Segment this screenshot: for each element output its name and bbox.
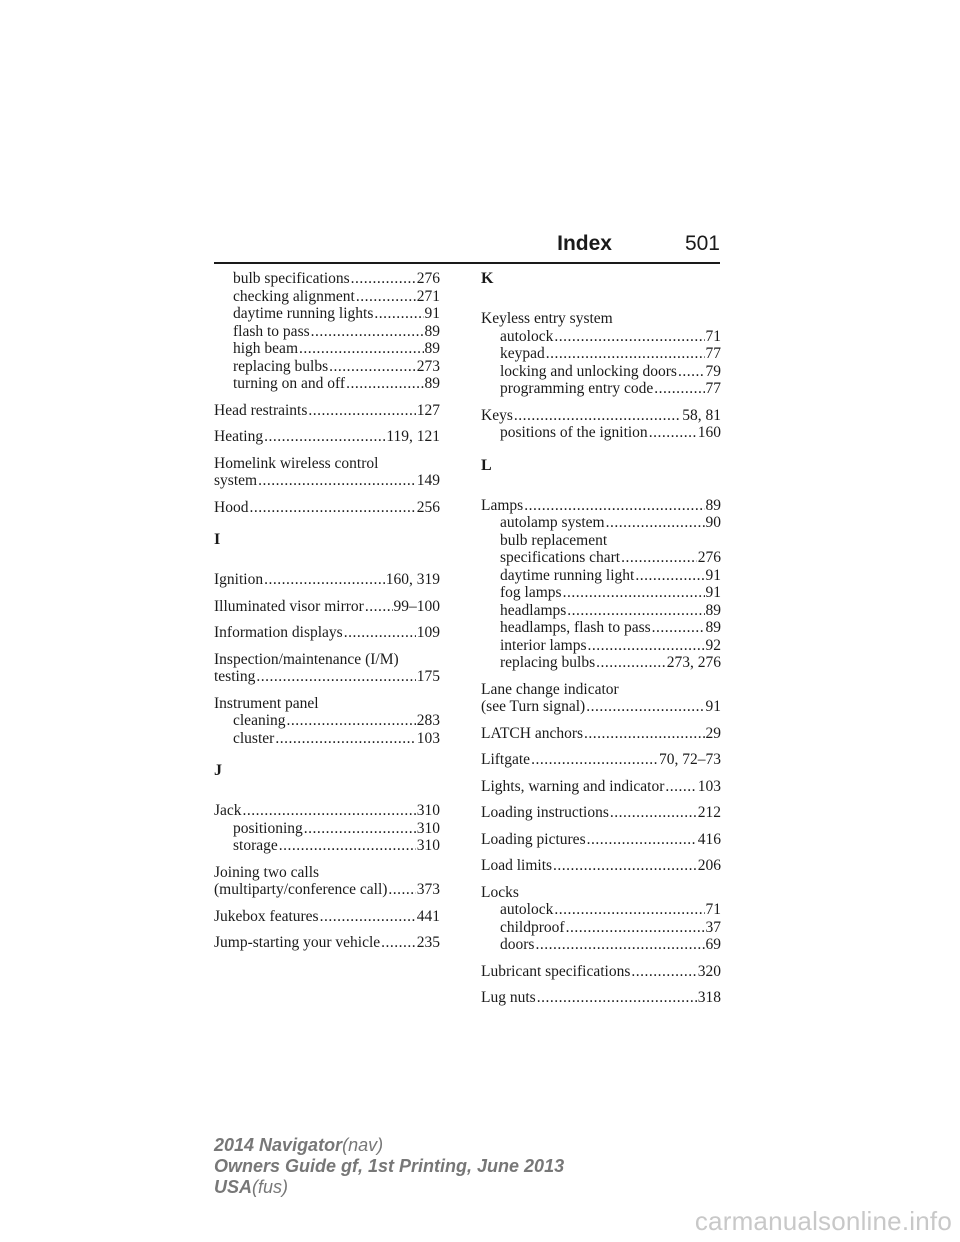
index-subentry-line [214,712,440,730]
entry-label: positions of the ignition [500,424,648,441]
index-entry [481,407,721,442]
index-subentry-line [481,654,721,672]
entry-page-ref: 99–100 [393,597,440,615]
entry-page-ref: 29 [705,724,721,742]
entry-page-ref: 91 [705,566,721,584]
entry-page-ref: 91 [705,698,721,715]
watermark: carmanualsonline.info [694,1206,952,1236]
dot-leader [381,934,416,952]
index-subentry-line [481,514,721,532]
index-subentry-line [214,340,440,358]
index-entry-line [214,571,440,589]
index-subentry-line [481,584,721,602]
index-entry-line [214,881,440,899]
entry-label: cleaning [233,712,286,729]
entry-label: Liftgate [481,751,531,768]
entry-page-ref: 89 [705,619,721,636]
dot-leader [587,831,697,849]
entry-page-ref: 58, 81 [682,406,721,424]
index-entry-line [481,751,721,769]
entry-label: Lights, warning and indicator [481,777,665,795]
index-entry [214,270,440,393]
index-subentry-line [481,380,721,398]
index-entry-line [481,963,721,981]
entry-page-ref: 90 [705,514,721,531]
entry-label: Lubricant specifications [481,962,631,980]
entry-page-ref: 91 [705,584,721,601]
footer-line-model: 2014 Navigator(nav) [214,1135,384,1155]
dot-leader [329,358,416,376]
entry-page-ref: 92 [705,636,721,654]
index-subentry-line [481,549,721,567]
entry-label: Lamps [481,496,524,514]
entry-page-ref: 276 [697,549,721,566]
entry-page-ref: 310 [416,819,440,837]
page-header [214,230,720,264]
entry-label: autolamp system [500,514,605,531]
entry-page-ref: 149 [416,472,440,489]
dot-leader [554,328,704,346]
entry-page-ref: 70, 72–73 [659,751,721,768]
index-entry [481,804,721,822]
page-number: 501 [684,232,720,255]
index-entry [481,989,721,1007]
dot-leader [249,499,415,517]
entry-page-ref: 127 [416,401,440,419]
index-subentry-line [214,358,440,376]
dot-leader [596,654,666,672]
index-entry [481,310,721,398]
index-subentry-line [481,637,721,655]
dot-leader [524,497,704,515]
dot-leader [264,571,385,589]
entry-page-ref: 89 [424,322,440,340]
entry-label: programming entry code [500,380,654,397]
index-subentry-line [481,424,721,442]
dot-leader [635,567,704,585]
entry-label: positioning [233,819,303,837]
entry-label: headlamps, flash to pass [500,619,651,636]
index-entry-line [481,989,721,1007]
dot-leader [256,668,415,686]
entry-label: Information displays [214,624,343,641]
index-subentry-line [481,345,721,363]
entry-label: Jump-starting your vehicle [214,934,381,951]
index-entry-line [481,804,721,822]
dot-leader [243,802,416,820]
index-subentry-line [481,567,721,585]
entry-label: testing [214,668,256,685]
index-entry [214,695,440,748]
index-entry-line [481,778,721,796]
index-entry-line [481,857,721,875]
dot-leader [546,345,705,363]
entry-label: doors [500,936,535,953]
index-entry [481,751,721,769]
index-entry [481,497,721,672]
entry-page-ref: 256 [416,498,440,516]
entry-label: Jack [214,802,242,819]
entry-label: Joining two calls [214,863,320,881]
dot-leader [374,305,423,323]
entry-page-ref: 89 [705,601,721,619]
entry-label: replacing bulbs [233,357,329,375]
entry-label: Keyless entry system [481,310,613,327]
index-subentry-line [214,375,440,393]
index-entry [214,651,440,686]
entry-page-ref: 77 [705,345,721,362]
index-entry-line [214,864,440,882]
dot-leader [665,778,696,796]
index-entry-line [214,934,440,952]
index-subentry-line [481,936,721,954]
entry-label: Loading pictures [481,830,586,848]
index-entry [214,455,440,490]
entry-page-ref: 89 [705,496,721,514]
entry-page-ref: 276 [416,270,440,287]
entry-label: keypad [500,345,545,362]
index-entry-line [214,472,440,490]
entry-label: Homelink wireless control [214,454,379,472]
dot-leader [275,730,415,748]
index-entry [481,681,721,716]
index-entry-line [214,598,440,616]
entry-label: Locks [481,883,519,901]
index-entry-line [214,402,440,420]
entry-label: turning on and off [233,375,346,392]
entry-label: bulb replacement [500,531,608,549]
index-entry-line [481,310,721,328]
dot-leader [631,963,696,981]
dot-leader [566,919,705,937]
entry-label: replacing bulbs [500,654,596,671]
entry-label: Lane change indicator [481,680,619,698]
index-entry [481,884,721,954]
entry-page-ref: 160, 319 [385,571,440,588]
entry-label: flash to pass [233,322,310,340]
index-letter-heading: I [214,531,221,548]
index-entry-line [481,725,721,743]
entry-page-ref: 103 [697,777,721,795]
entry-page-ref: 310 [416,837,440,854]
entry-page-ref: 235 [416,934,440,951]
index-entry-line [481,698,721,716]
entry-page-ref: 71 [705,901,721,918]
index-subentry-line [214,837,440,855]
dot-leader [537,989,697,1007]
dot-leader [563,584,705,602]
dot-leader [654,380,704,398]
index-subentry-line [214,288,440,306]
entry-label: Instrument panel [214,694,319,712]
document-footer [214,1135,564,1198]
entry-label: headlamps [500,601,567,619]
entry-label: fog lamps [500,584,562,601]
entry-page-ref: 212 [697,804,721,821]
entry-label: Lug nuts [481,989,536,1006]
entry-page-ref: 89 [424,375,440,392]
dot-leader [531,751,658,769]
index-entry-line [214,802,440,820]
entry-label: storage [233,837,278,854]
index-letter-heading: L [481,456,492,474]
index-entry [481,857,721,875]
entry-label: checking alignment [233,287,355,305]
index-entry [481,963,721,981]
entry-page-ref: 119, 121 [386,428,440,445]
index-entry-line [214,624,440,642]
entry-page-ref: 37 [705,918,721,936]
index-subentry-line [214,270,440,288]
entry-label: LATCH anchors [481,724,584,742]
entry-page-ref: 160 [697,424,721,441]
index-subentry-line [214,323,440,341]
dot-leader [311,323,424,341]
entry-label: bulb specifications [233,270,350,287]
index-entry [214,624,440,642]
footer-line-printing: Owners Guide gf, 1st Printing, June 2013 [214,1156,565,1176]
index-entry-line [481,884,721,902]
entry-page-ref: 89 [424,340,440,357]
index-letter-heading: K [481,270,494,287]
index-entry [214,571,440,589]
entry-label: Illuminated visor mirror [214,597,364,615]
dot-leader [567,602,704,620]
dot-leader [351,270,416,288]
entry-label: specifications chart [500,549,621,566]
entry-label: Heating [214,428,264,445]
dot-leader [652,619,705,637]
entry-label: Jukebox features [214,907,319,925]
index-entry [481,831,721,849]
index-entry-line [214,499,440,517]
index-entry-line [481,681,721,699]
entry-page-ref: 441 [416,907,440,925]
index-entry [481,725,721,743]
dot-leader [610,804,697,822]
index-entry-line [214,428,440,446]
entry-label: cluster [233,729,275,747]
index-entry-line [481,831,721,849]
entry-page-ref: 206 [697,857,721,874]
index-subentry-line [481,532,721,550]
dot-leader [554,901,704,919]
entry-label: daytime running lights [233,305,374,322]
index-subentry-line [481,919,721,937]
index-entry [214,402,440,420]
dot-leader [678,363,705,381]
dot-leader [308,402,415,420]
entry-page-ref: 283 [416,712,440,729]
index-entry [214,908,440,926]
index-entry [214,598,440,616]
dot-leader [320,908,416,926]
index-subentry-line [481,901,721,919]
entry-page-ref: 91 [424,305,440,322]
entry-page-ref: 273 [416,357,440,375]
index-entry [214,864,440,899]
index-entry [214,934,440,952]
dot-leader [514,407,681,425]
index-subentry-line [481,602,721,620]
index-entry [214,499,440,517]
entry-label: Hood [214,498,249,516]
entry-label: daytime running light [500,566,635,584]
dot-leader [588,637,705,655]
entry-label: Loading instructions [481,804,609,821]
entry-page-ref: 69 [705,936,721,953]
entry-page-ref: 373 [416,881,440,898]
entry-page-ref: 318 [697,989,721,1006]
entry-page-ref: 79 [705,362,721,380]
index-entry-line [214,651,440,669]
entry-page-ref: 271 [416,287,440,305]
index-entry-line [481,407,721,425]
index-entry-line [214,668,440,686]
entry-label: Head restraints [214,401,308,419]
dot-leader [264,428,385,446]
entry-page-ref: 310 [416,802,440,819]
index-entry [214,428,440,446]
entry-label: autolock [500,901,554,918]
entry-label: (see Turn signal) [481,698,586,715]
dot-leader [304,820,416,838]
dot-leader [258,472,416,490]
index-entry [481,778,721,796]
entry-label: childproof [500,918,565,936]
dot-leader [299,340,424,358]
index-entry-line [481,497,721,515]
entry-label: (multiparty/conference call) [214,881,388,898]
entry-label: interior lamps [500,636,587,654]
index-subentry-line [214,730,440,748]
entry-label: high beam [233,340,298,357]
entry-page-ref: 320 [697,962,721,980]
index-entry-line [214,695,440,713]
entry-label: locking and unlocking doors [500,362,677,380]
dot-leader [356,288,416,306]
page-title: Index [557,232,612,255]
dot-leader [535,936,704,954]
dot-leader [346,375,423,393]
entry-page-ref: 71 [705,327,721,345]
index-subentry-line [481,328,721,346]
index-letter-heading: J [214,762,222,779]
entry-page-ref: 109 [416,624,440,641]
dot-leader [586,698,704,716]
entry-label: Inspection/maintenance (I/M) [214,650,399,668]
entry-label: Keys [481,406,513,424]
entry-label: Ignition [214,571,264,588]
entry-label: Load limits [481,857,553,874]
index-subentry-line [481,363,721,381]
entry-page-ref: 77 [705,380,721,397]
footer-line-region: USA(fus) [214,1177,289,1197]
dot-leader [621,549,697,567]
entry-page-ref: 273, 276 [666,654,721,671]
entry-page-ref: 416 [697,830,721,848]
index-subentry-line [481,619,721,637]
dot-leader [388,881,415,899]
dot-leader [287,712,416,730]
index-entry-line [214,455,440,473]
entry-page-ref: 103 [416,729,440,747]
dot-leader [279,837,416,855]
index-entry-line [214,908,440,926]
dot-leader [365,598,393,616]
index-subentry-line [214,820,440,838]
entry-label: autolock [500,327,554,345]
index-column-right [481,270,721,1016]
dot-leader [344,624,416,642]
dot-leader [584,725,704,743]
dot-leader [649,424,697,442]
dot-leader [553,857,697,875]
entry-page-ref: 175 [416,668,440,685]
index-column-left [214,270,440,961]
index-subentry-line [214,305,440,323]
entry-label: system [214,472,258,489]
dot-leader [606,514,705,532]
index-entry [214,802,440,855]
